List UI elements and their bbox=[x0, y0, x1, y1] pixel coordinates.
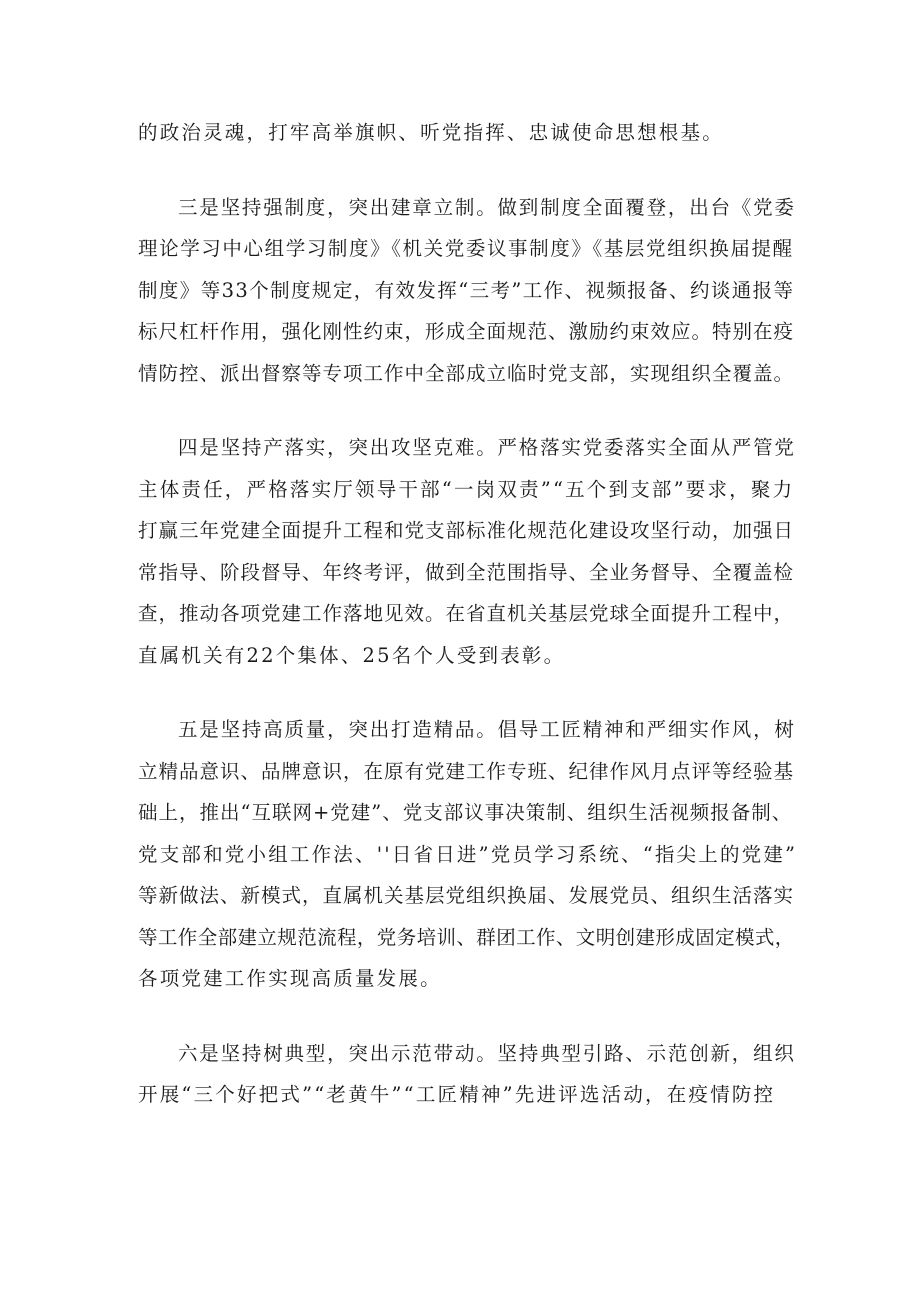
text-line: 各项党建工作实现高质量发展。 bbox=[138, 967, 442, 990]
paragraph-high-quality bbox=[138, 709, 798, 1000]
text-line: 主体责任，严格落实厅领导干部“一岗双责”“五个到支部”要求，聚力 bbox=[138, 477, 795, 501]
paragraph-continuation bbox=[138, 112, 798, 154]
text-line: 党支部和党小组工作法、''日省日进”党员学习系统、“指尖上的党建” bbox=[138, 842, 798, 866]
text-line: 直属机关有22个集体、25名个人受到表彰。 bbox=[138, 643, 566, 667]
text-line: 础上，推出“互联网+党建”、党支部议事决策制、组织生活视频报备制、 bbox=[138, 801, 793, 824]
paragraph-role-models bbox=[138, 1033, 798, 1116]
document-body bbox=[138, 112, 798, 1116]
text-line: 立精品意识、品牌意识，在原有党建工作专班、纪律作风月点评等经验基 bbox=[138, 759, 795, 783]
text-line: 等工作全部建立规范流程，党务培训、群团工作、文明创建形成固定模式， bbox=[138, 925, 795, 949]
text-line: 制度》等33个制度规定，有效发挥“三考”工作、视频报备、约谈通报等 bbox=[138, 278, 795, 302]
text-line: 开展“三个好把式”“老黄牛”“工匠精神”先进评选活动，在疫情防控 bbox=[138, 1083, 776, 1106]
text-line: 五是坚持高质量，突出打造精品。倡导工匠精神和严细实作风，树 bbox=[178, 718, 796, 741]
text-line: 情防控、派出督察等专项工作中全部成立临时党支部，实现组织全覆盖。 bbox=[138, 361, 795, 385]
text-line: 理论学习中心组学习制度》《机关党委议事制度》《基层党组织换届提醒 bbox=[138, 237, 794, 260]
text-line: 常指导、阶段督导、年终考评，做到全范围指导、全业务督导、全覆盖检 bbox=[138, 560, 795, 584]
paragraph-implementation bbox=[138, 427, 798, 676]
text-line: 四是坚持产落实，突出攻坚克难。严格落实党委落实全面从严管党 bbox=[178, 436, 796, 459]
text-line: 三是坚持强制度，突出建章立制。做到制度全面覆登，出台《党委 bbox=[178, 195, 796, 219]
text-line: 等新做法、新模式，直属机关基层党组织换届、发展党员、组织生活落实 bbox=[138, 884, 795, 907]
text-line: 打赢三年党建全面提升工程和党支部标准化规范化建设攻坚行动，加强日 bbox=[138, 519, 795, 542]
text-line: 六是坚持树典型，突出示范带动。坚持典型引路、示范创新，组织 bbox=[178, 1041, 796, 1065]
text-line: 的政治灵魂，打牢高举旗帜、听党指挥、忠诚使命思想根基。 bbox=[138, 121, 724, 144]
text-line: 查，推动各项党建工作落地见效。在省直机关基层党球全面提升工程中， bbox=[138, 602, 795, 625]
paragraph-system-building bbox=[138, 187, 798, 395]
text-line: 标尺杠杆作用，强化刚性约束，形成全面规范、激励约束效应。特别在疫 bbox=[138, 320, 795, 343]
